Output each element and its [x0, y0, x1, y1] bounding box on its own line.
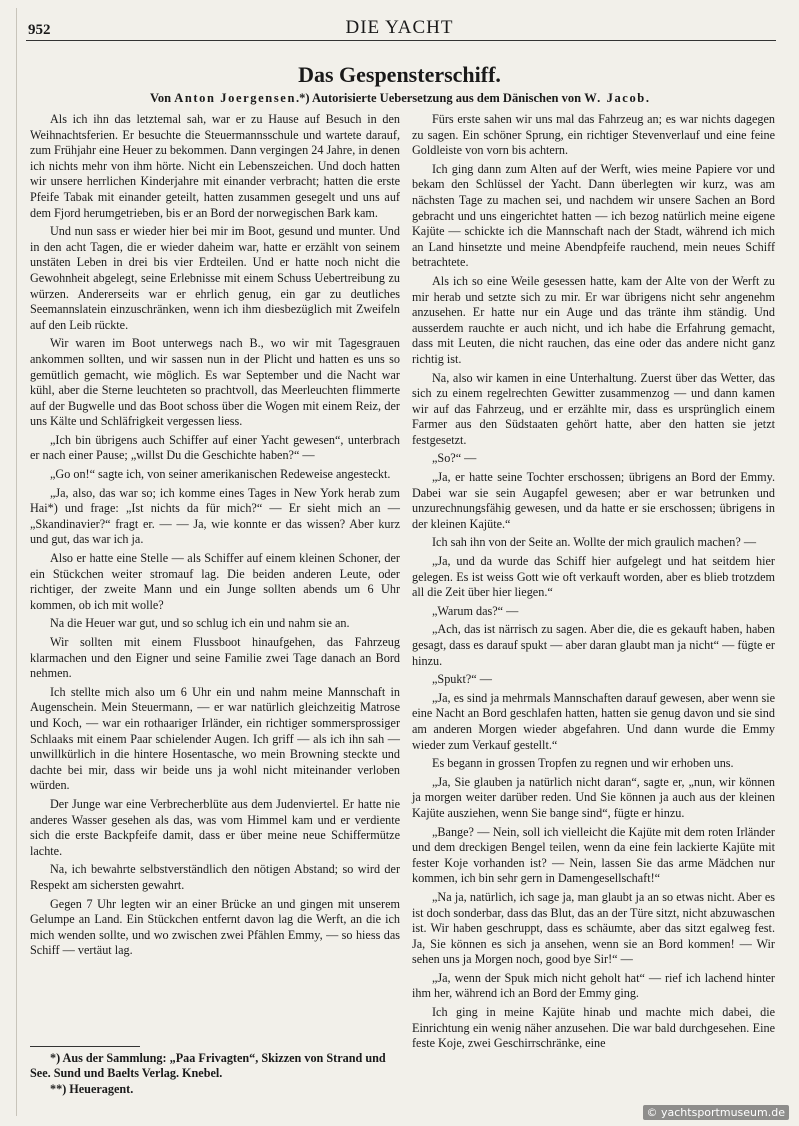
running-head: DIE YACHT — [345, 17, 454, 38]
byline — [0, 91, 799, 106]
watermark: © yachtsportmuseum.de — [643, 1105, 789, 1120]
paragraph: Und nun sass er wieder hier bei mir im Boot, gesund und munter. Und in den acht Tagen, die er wieder daheim war, hatte er erzählt von seinem unstäten Leben in drei bis vier Erdteilen. Und er hatte noch nicht die Gewohnheit abgelegt, seine Erlebnisse mit einem Schuss Uebertreibung zu würzen. Andererseits war er ehrlich genug, ein gar zu deutliches Seemannslatein einzuschränken, wenn ich ihm diesbezüglich mit Zweifeln auf den Leib rückte. — [30, 224, 400, 332]
footnote-rule — [30, 1046, 140, 1047]
paragraph: Gegen 7 Uhr legten wir an einer Brücke an und gingen mit unserem Gelumpe an Land. Ein Stückchen entfernt davon lag die Werft, an die ich mich wenden sollte, und wo zwischen zwei Pfählen Emmy, — so hiess das Schiff — vertäut lag. — [30, 896, 400, 958]
byline-middle: Autorisierte Uebersetzung aus dem Dänischen von — [311, 91, 582, 105]
right-column — [412, 112, 775, 1055]
paragraph: „Bange? — Nein, soll ich vielleicht die Kajüte mit dem roten Irländer und dem dreckigen Bengel teilen, wenn da eine fein lackierte Kajüte mit fester Koje vorhanden ist? — Nein, lassen Sie das arme Mädchen nur kommen, ich bin sehr gern in Damengesellschaft!“ — [412, 824, 775, 886]
paragraph: „Ach, das ist närrisch zu sagen. Aber die, die es gekauft haben, haben gesagt, dass es darauf spukt — aber daran glaubt man ja nicht“ — fügte er hinzu. — [412, 622, 775, 668]
paragraph: „So?“ — — [432, 451, 477, 466]
paragraph: Ich ging in meine Kajüte hinab und machte mich dabei, die Einrichtung ein wenig näher anzusehen. Die war bald durchgesehen. Eine feste Koje, zwei Geschirrschränke, eine — [412, 1005, 775, 1051]
paragraph: „Go on!“ sagte ich, von seiner amerikanischen Redeweise angesteckt. — [50, 467, 391, 482]
paragraph: Na, also wir kamen in eine Unterhaltung. Zuerst über das Wetter, das sich zu einem regelrechten Gewitter zusammenzog — und dann kamen wir auf das Fahrzeug, und er erzählte mir, dass es ursprünglich einem Farmer aus den Südstaaten gehört hatte, aber den hatten sie jetzt festgesetzt. — [412, 370, 775, 447]
page-number: 952 — [28, 22, 51, 38]
paragraph: Ich ging dann zum Alten auf der Werft, wies meine Papiere vor und bekam den Schlüssel der Yacht. Dann überlegten wir kurz, was am nächsten Tage zu machen sei, und nachdem wir unsere Sachen an Bord gebracht und uns eingerichtet hatten — ich bezog natürlich meine eigene Kajüte — schickte ich die Mannschaft nach der Stadt, während ich mich an Land hinsetzte und meine Abendpfeife rauchend, mein neues Schiff betrachtete. — [412, 161, 775, 270]
paragraph: Na, ich bewahrte selbstverständlich den nötigen Abstand; so wird der Respekt am sichersten gewahrt. — [30, 862, 400, 892]
paragraph: „Ja, wenn der Spuk mich nicht geholt hat“ — rief ich lachend hinter ihm her, während ich an Bord der Emmy ging. — [412, 970, 775, 1001]
paragraph: Als ich so eine Weile gesessen hatte, kam der Alte von der Werft zu mir herab und setzte sich zu mir. Er war übrigens nicht sehr angenehm anzusehen. Er hatte nur ein Auge und das tränte ihm ständig. Und ausserdem rauchte er auch nicht, und ich habe die Erfahrung gemacht, dass mit Leuten, die nicht rauchen, das eine oder das andere nicht ganz richtig ist. — [412, 273, 775, 366]
paragraph: „Ja, er hatte seine Tochter erschossen; übrigens an Bord der Emmy. Dabei war sie sein Augapfel gewesen; aber er war betrunken und unzurechnungsfähig gewesen, und da hatte er sie erschossen; übrigens in der kleinen Kajüte.“ — [412, 470, 775, 531]
paragraph: Na die Heuer war gut, und so schlug ich ein und nahm sie an. — [50, 616, 350, 631]
footnote: *) Aus der Sammlung: „Paa Frivagten“, Skizzen von Strand und See. Sund und Baelts Verlag. Knebel. — [30, 1051, 386, 1080]
paragraph: „Ja, und da wurde das Schiff hier aufgelegt und hat seitdem hier gelegen. Es ist weiss Gott wie oft verkauft worden, aber es blieb trotzdem all die Zeit über hier liegen.“ — [412, 554, 775, 600]
paragraph: Der Junge war eine Verbrecherblüte aus dem Judenviertel. Er hatte nie anderes Wasser gesehen als das, was vom Himmel kam und er verdiente sich die erste Backpfeife damit, dass er über meine neue Schiffermütze lachte. — [30, 796, 400, 858]
paragraph: „Warum das?“ — — [432, 603, 519, 618]
paragraph: „Ja, Sie glauben ja natürlich nicht daran“, sagte er, „nun, wir können ja morgen weiter darüber reden. Und Sie können ja auch aus der kleinen Kajüte ausziehen, wenn Sie bange sind“, fügte er hinzu. — [412, 774, 775, 820]
article-title: Das Gespensterschiff. — [298, 62, 501, 87]
paragraph: „Spukt?“ — — [432, 672, 492, 687]
byline-end: . — [645, 91, 649, 105]
left-column — [30, 112, 400, 962]
header-rule — [26, 40, 776, 41]
paragraph: Wir waren im Boot unterwegs nach B., wo wir mit Tagesgrauen ankommen sollten, und wir sassen nun in der Plicht und hatten es uns so gemütlich gemacht, wie möglich. Es war September und die Nacht war kühl, aber die Sterne leuchteten so prachtvoll, das Meerleuchten flimmerte auf der Bugwelle und das Boot schoss über die Wogen mit einem Reiz, der uns Kälte und Schläfrigkeit vergessen liess. — [30, 336, 400, 429]
paragraph: Es begann in grossen Tropfen zu regnen und wir erhoben uns. — [432, 756, 734, 771]
paragraph: „Ich bin übrigens auch Schiffer auf einer Yacht gewesen“, unterbrach er nach einer Pause; „willst Du die Geschichte haben?“ — — [30, 432, 400, 463]
paragraph: „Ja, es sind ja mehrmals Mannschaften darauf gewesen, aber wenn sie eine Nacht an Bord geschlafen hatten, hatten sie genug davon und sie sind am anderen Morgen wieder abgefahren. Und dann wurde die Emmy wieder zum Verkauf gestellt.“ — [412, 690, 775, 752]
paragraph: „Na ja, natürlich, ich sage ja, man glaubt ja an so etwas nicht. Aber es ist doch sonderbar, dass das Blut, das an der Türe sitzt, nicht abzuwaschen ist. Wir haben geschruppt, dass es schäumte, aber das sitzt egalweg fest. Ja, Sie können es sich ja ansehen, wenn sie an Bord kommen! — Wir sehen uns ja Morgen noch, good bye Sir!“ — — [412, 889, 775, 967]
paragraph: Ich sah ihn von der Seite an. Wollte der mich graulich machen? — — [432, 535, 757, 550]
translator-name: W. Jacob — [584, 91, 646, 105]
byline-prefix: Von — [150, 91, 172, 105]
author-name: Anton Joergensen — [174, 91, 296, 105]
paragraph: Wir sollten mit einem Flussboot hinaufgehen, das Fahrzeug klarmachen und den Eigner und seine Familie zwei Tage danach an Bord nehmen. — [30, 635, 400, 681]
footnotes — [30, 1046, 400, 1098]
paragraph: „Ja, also, das war so; ich komme eines Tages in New York herab zum Hai*) und frage: „Ist nichts da für mich?“ — Er sieht mich an — „Skandinavier?“ fragt er. — — Ja, wie konnte er das wissen? Aber kurz und gut, das war ich ja. — [30, 485, 400, 547]
paragraph: Also er hatte eine Stelle — als Schiffer auf einem kleinen Schoner, der ein Stückchen weiter stromauf lag. Die beiden anderen Leute, oder richtiger, der zweite Mann und ein Junge sollten abends um 6 Uhr kommen, ob ich mit wolle? — [30, 551, 400, 612]
footnote: **) Heueragent. — [50, 1082, 134, 1096]
paragraph: Als ich ihn das letztemal sah, war er zu Hause auf Besuch in den Weihnachtsferien. Er besuchte die Steuermannsschule und wartete darauf, zum Frühjahr eine Heuer zu bekommen. Dann vergingen 24 Jahre, in denen ich nichts mehr von ihm hörte. Nicht ein Lebenszeichen. Und doch hatten wir unsere herrlichen Kinderjahre mit einander verbracht; hatten die erste Pfeife Tabak mit einander geteilt, hatten zusammen gesegelt und uns auf dem Fjord herumgetrieben, bis er an Bord der norwegischen Bark kam. — [30, 112, 400, 220]
paragraph: Fürs erste sahen wir uns mal das Fahrzeug an; es war nichts dagegen zu sagen. Ein schöner Sprung, ein richtiger Stevenverlauf und eine feine Goldleiste von vorn bis achtern. — [412, 112, 775, 158]
author-footnote-mark: .*) — [296, 91, 310, 105]
paragraph: Ich stellte mich also um 6 Uhr ein und nahm meine Mannschaft in Augenschein. Mein Steuermann, — er war natürlich gleichzeitig Matrose und Koch, — war ein rothaariger Irländer, ein richtiger sommersprossiger Schlaaks mit einem Paar schielender Augen. Ich griff — als ich ihn sah — unwillkürlich in die hintere Hosentasche, wo mein Browning steckte und dachte bei mir, dass wir beide uns ja wohl nicht miteinander verloben würden. — [30, 684, 400, 793]
